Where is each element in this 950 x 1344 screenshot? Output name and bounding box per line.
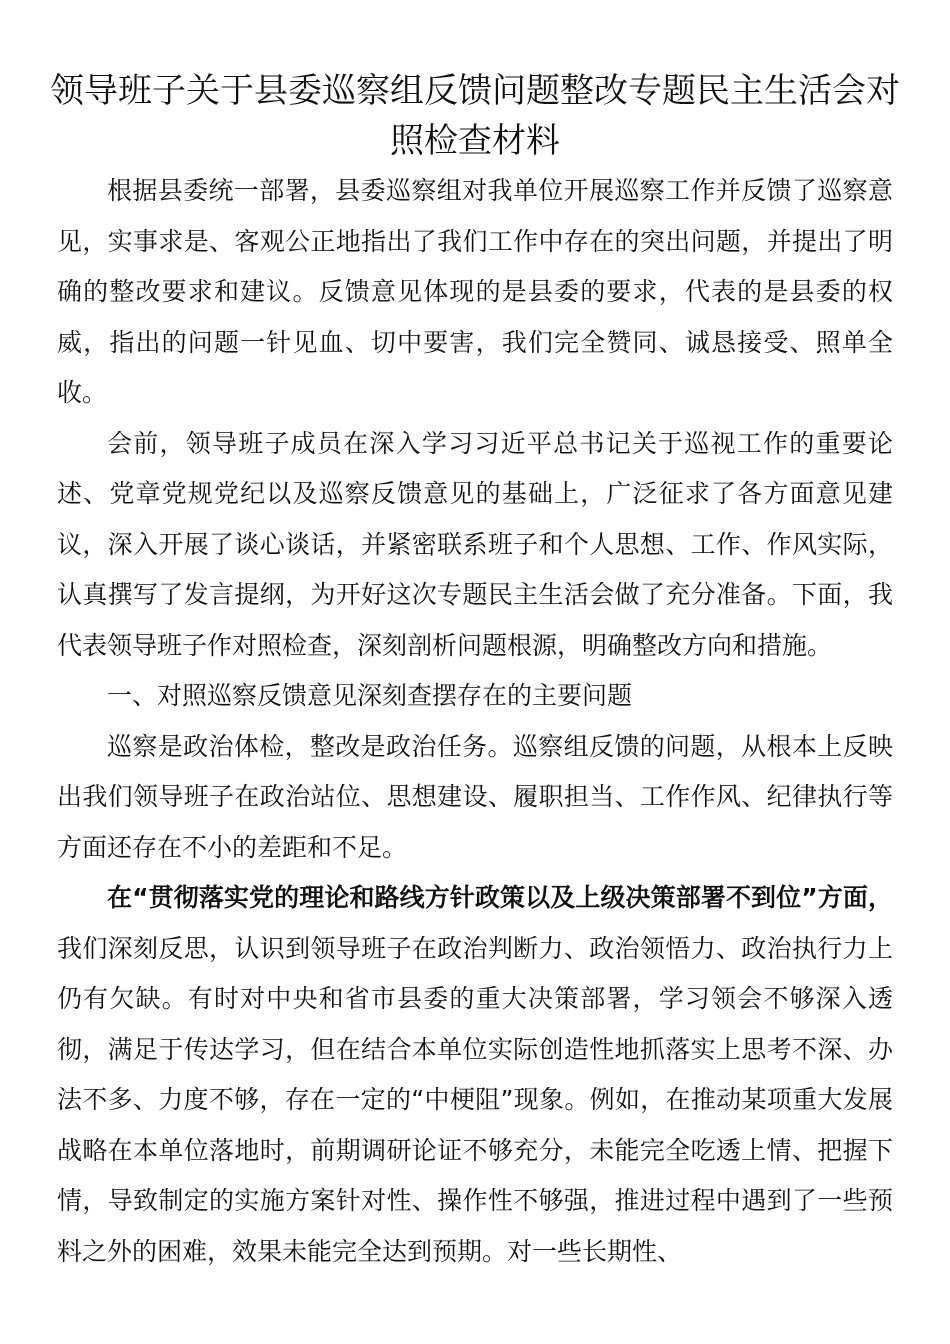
document-title: 领导班子关于县委巡察组反馈问题整改专题民主生活会对照检查材料 xyxy=(50,71,900,161)
paragraph-intro: 根据县委统一部署，县委巡察组对我单位开展巡察工作并反馈了巡察意见，实事求是、客观公正地指出了我们工作中存在的突出问题，并提出了明确的整改要求和建议。反馈意见体现的是县委的要求，代表的是县委的权威，指出的问题一针见血、切中要害，我们完全赞同、诚恳接受、照单全收。 xyxy=(57,176,893,407)
paragraph-policy-implementation xyxy=(57,873,893,1277)
paragraph-preparation: 会前，领导班子成员在深入学习习近平总书记关于巡视工作的重要论述、党章党规党纪以及巡察反馈意见的基础上，广泛征求了各方面意见建议，深入开展了谈心谈话，并紧密联系班子和个人思想、工作、作风实际，认真撰写了发言提纲，为开好这次专题民主生活会做了充分准备。下面，我代表领导班子作对照检查，深刻剖析问题根源，明确整改方向和措施。 xyxy=(57,428,893,660)
section-heading-1: 一、对照巡察反馈意见深刻查摆存在的主要问题 xyxy=(107,681,633,710)
paragraph-lead-bold: 在“贯彻落实党的理论和路线方针政策以及上级决策部署不到位”方面， xyxy=(107,883,893,912)
document-body xyxy=(57,166,893,1277)
paragraph-inspection-summary: 巡察是政治体检，整改是政治任务。巡察组反馈的问题，从根本上反映出我们领导班子在政治站位、思想建设、履职担当、工作作风、纪律执行等方面还存在不小的差距和不足。 xyxy=(57,731,893,862)
paragraph-body-text: 我们深刻反思，认识到领导班子在政治判断力、政治领悟力、政治执行力上仍有欠缺。有时对中央和省市县委的重大决策部署，学习领会不够深入透彻，满足于传达学习，但在结合本单位实际创造性地抓落实上思考不深、办法不多、力度不够，存在一定的“中梗阻”现象。例如，在推动某项重大发展战略在本单位落地时，前期调研论证不够充分，未能完全吃透上情、把握下情，导致制定的实施方案针对性、操作性不够强，推进过程中遇到了一些预料之外的困难，效果未能完全达到预期。对一些长期性、 xyxy=(57,933,893,1266)
